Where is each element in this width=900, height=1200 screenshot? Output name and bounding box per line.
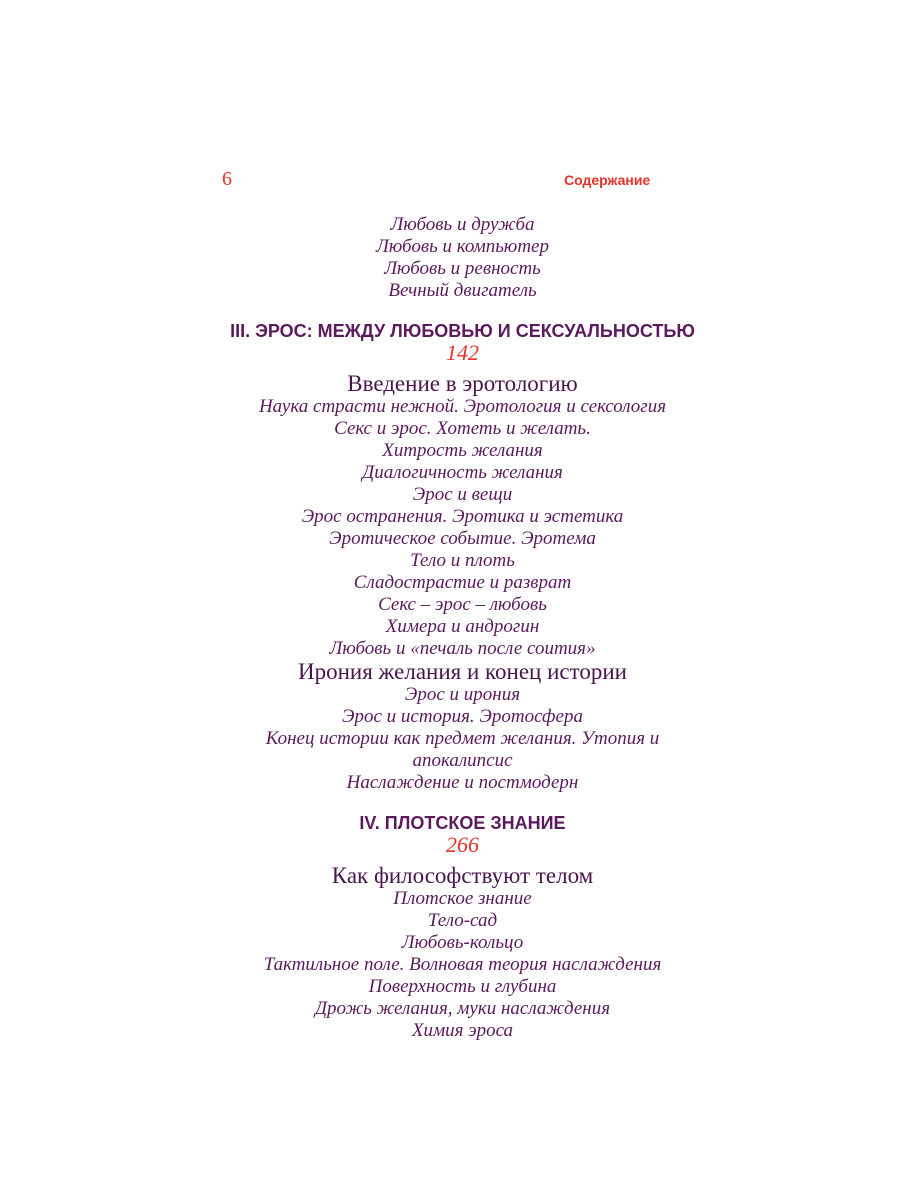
page-number: 6: [222, 168, 232, 190]
chapter-page-number: 266: [446, 832, 479, 857]
chapter-title: IV. ПЛОТСКОЕ ЗНАНИЕ: [359, 813, 566, 833]
toc-entry: Секс – эрос – любовь: [378, 594, 547, 615]
toc-entry: апокалипсис: [412, 750, 513, 771]
toc-entry: Тело-сад: [427, 910, 498, 931]
toc-entry: Дрожь желания, муки наслаждения: [314, 998, 611, 1019]
toc-entry: Тело и плоть: [410, 550, 515, 571]
section-title: Введение в эротологию: [347, 371, 578, 396]
toc-entry: Диалогичность желания: [362, 462, 563, 483]
toc-entry: Эрос и история. Эротосфера: [342, 706, 583, 727]
toc-entry: Вечный двигатель: [388, 280, 537, 301]
section-title: Ирония желания и конец истории: [297, 659, 627, 684]
toc-entry: Поверхность и глубина: [368, 976, 557, 997]
chapter-title: III. ЭРОС: МЕЖДУ ЛЮБОВЬЮ И СЕКСУАЛЬНОСТЬЮ: [230, 321, 695, 341]
toc-entry: Эрос остранения. Эротика и эстетика: [301, 506, 624, 527]
toc-entry: Плотское знание: [393, 888, 532, 909]
toc-entry: Любовь и компьютер: [376, 236, 549, 257]
toc-entry: Любовь и ревность: [384, 258, 541, 279]
toc-entry: Эротическое событие. Эротема: [329, 528, 596, 549]
toc-entry: Химия эроса: [411, 1020, 514, 1041]
toc-entry: Химера и андрогин: [385, 616, 540, 637]
toc-entry: Наслаждение и постмодерн: [346, 772, 579, 793]
toc-entry: Эрос и вещи: [412, 484, 513, 505]
toc-entry: Конец истории как предмет желания. Утопия и: [265, 728, 660, 749]
toc-entry: Наука страсти нежной. Эротология и сексология: [258, 396, 667, 417]
running-head: Содержание: [564, 172, 651, 188]
section-title: Как философствуют телом: [331, 863, 594, 888]
toc-entry: Тактильное поле. Волновая теория наслаждения: [263, 954, 662, 975]
toc-entry: Эрос и ирония: [404, 684, 521, 705]
chapter-page-number: 142: [446, 340, 479, 365]
table-of-contents: [220, 214, 705, 1042]
toc-entry: Любовь-кольцо: [401, 932, 524, 953]
toc-entry: Сладострастие и разврат: [353, 572, 572, 593]
toc-entry: Хитрость желания: [382, 440, 543, 461]
toc-entry: Любовь и «печаль после соития»: [329, 638, 596, 659]
toc-entry: Любовь и дружба: [390, 214, 535, 235]
toc-entry: Секс и эрос. Хотеть и желать.: [334, 418, 591, 439]
